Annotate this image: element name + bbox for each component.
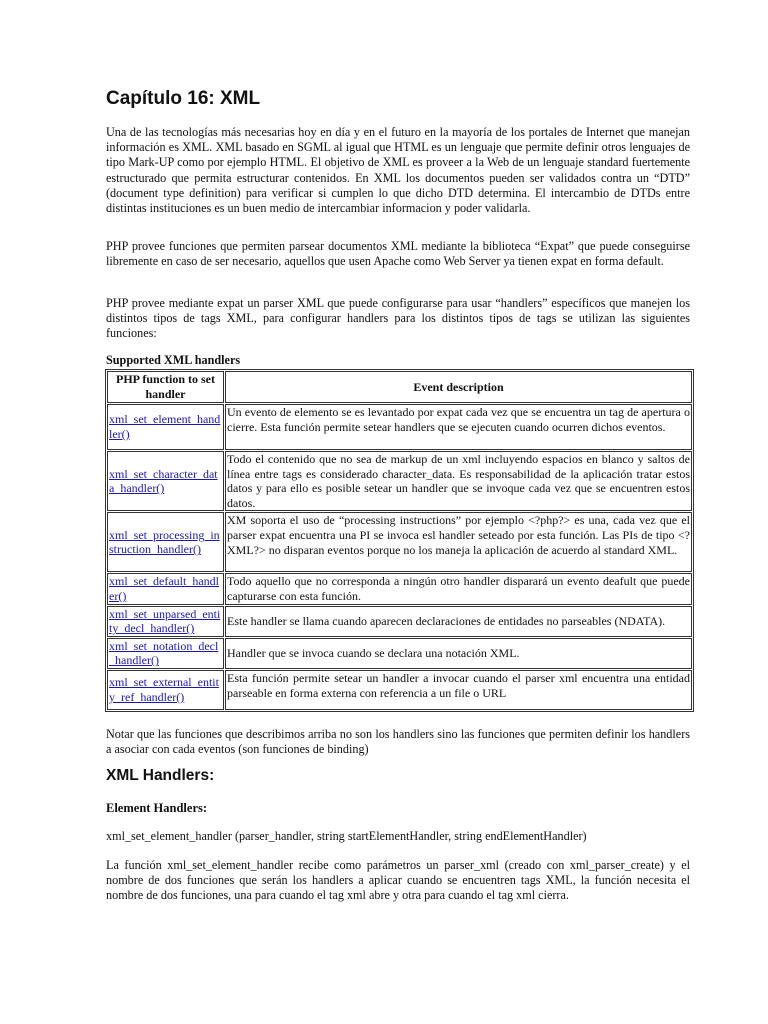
function-link[interactable]: xml_set_unparsed_entity_decl_handler() (107, 606, 224, 637)
chapter-title: Capítulo 16: XML (106, 88, 261, 109)
function-link[interactable]: xml_set_character_data_handler() (107, 451, 224, 511)
expat-paragraph: PHP provee funciones que permiten parsear documentos XML mediante la biblioteca “Expat” que puede conseguirse libremente en caso de ser necesario, aquellos que usen Apache como Web Server ya tienen expat en forma default. (106, 239, 690, 269)
table-row (107, 670, 692, 710)
description-cell: Todo el contenido que no sea de markup de un xml incluyendo espacios en blanco y saltos de línea entre tags es considerado character_data. Es responsabilidad de la aplicación tratar estos datos y para ello es posible setear un handler que se invoque cada vez que se encuentren estos datos. (227, 452, 690, 510)
table-caption: Supported XML handlers (106, 353, 241, 367)
handlers-paragraph: PHP provee mediante expat un parser XML que puede configurarse para usar “handlers” específicos que manejen los distintos tipos de tags XML, para configurar handlers para los distintos tipos de tags se utilizan las siguientes funciones: (106, 296, 690, 341)
description-cell: XM soporta el uso de “processing instructions” por ejemplo <?php?> es una, cada vez que el parser expat encuentra una PI se invoca esl handler seteado por esta función. Las PIs de tipo <?XML?> no disparan eventos porque no los maneja la aplicación de acuerdo al standard XML. (225, 512, 692, 572)
header-function: PHP function to set handler (107, 371, 224, 403)
note-paragraph: Notar que las funciones que describimos arriba no son los handlers sino las funciones que permiten definir los handlers a asociar con cada eventos (son funciones de binding) (106, 727, 690, 757)
description-cell: Este handler se llama cuando aparecen declaraciones de entidades no parseables (NDATA). (225, 606, 692, 637)
table-row (107, 573, 692, 604)
table-row (107, 638, 692, 669)
description-cell: Todo aquello que no corresponda a ningún otro handler disparará un evento deafult que puede capturarse con esta función. (227, 574, 690, 603)
subsection-title: Element Handlers: (106, 801, 208, 815)
function-link[interactable]: xml_set_processing_instruction_handler() (107, 512, 224, 572)
function-signature: xml_set_element_handler (parser_handler, string startElementHandler, string endElementHandler) (106, 829, 587, 843)
description-cell: Handler que se invoca cuando se declara una notación XML. (225, 638, 692, 669)
handlers-table (105, 369, 694, 712)
function-link[interactable]: xml_set_external_entity_ref_handler() (107, 670, 224, 710)
explanation-paragraph: La función xml_set_element_handler recibe como parámetros un parser_xml (creado con xml_parser_create) y el nombre de dos funciones que serán los handlers a aplicar cuando se encuentren tags XML, la función necesita el nombre de dos funciones, una para cuando el tag xml abre y otra para cuando el tag xml cierra. (106, 858, 690, 903)
table-header-row (107, 371, 692, 403)
function-link[interactable]: xml_set_default_handler() (107, 573, 224, 604)
header-description: Event description (225, 371, 692, 403)
intro-paragraph: Una de las tecnologías más necesarias hoy en día y en el futuro en la mayoría de los portales de Internet que manejan información es XML. XML basado en SGML al igual que HTML es un lenguaje que permite definir otros lenguajes de tipo Mark-UP como por ejemplo HTML. El objetivo de XML es proveer a la Web de un lenguaje standard fuertemente estructurado que permita estructurar contenidos. En XML los documentos pueden ser validados contra un “DTD” (document type definition) para verificar si cumplen lo que dicho DTD determina. El intercambio de DTDs entre distintas instituciones es un buen medio de intercambiar informacion y poder validarla. (106, 125, 690, 216)
table-row (107, 451, 692, 511)
description-cell: Esta función permite setear un handler a invocar cuando el parser xml encuentra una entidad parseable en forma externa con referencia a un file o URL (225, 670, 692, 710)
table-row (107, 404, 692, 450)
table-row (107, 606, 692, 637)
function-link[interactable]: xml_set_element_handler() (107, 404, 224, 450)
description-cell: Un evento de elemento se es levantado por expat cada vez que se encuentra un tag de apertura o cierre. Esta función permite setear handlers que se ejecuten cuando ocurren dichos eventos. (225, 404, 692, 450)
function-link[interactable]: xml_set_notation_decl_handler() (107, 638, 224, 669)
section-title: XML Handlers: (106, 767, 215, 784)
table-row (107, 512, 692, 572)
